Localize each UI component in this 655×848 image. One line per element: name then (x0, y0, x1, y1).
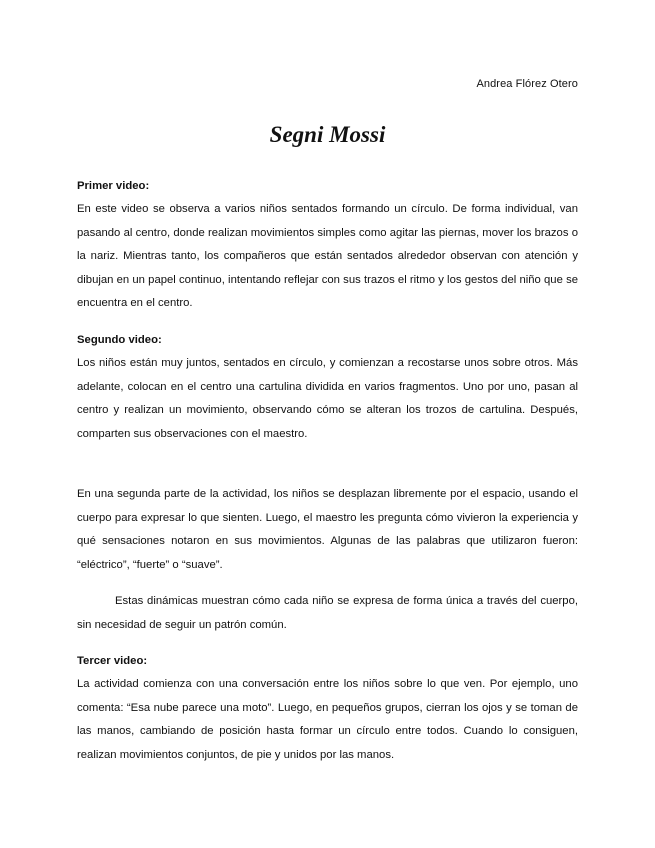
section-body-segundo-part2: En una segunda parte de la actividad, los niños se desplazan libremente por el espacio, usando el cuerpo para expresar lo que sienten. Luego, el maestro les pregunta cómo vivieron la experiencia y qué sensaciones notaron en sus movimientos. Algunas de las palabras que utilizaron fueron: “eléctrico”, “fuerte” o “suave”. (77, 488, 578, 571)
section-tercer-video (77, 650, 578, 767)
document-title: Segni Mossi (269, 122, 386, 147)
section-body-segundo-conclusion: Estas dinámicas muestran cómo cada niño se expresa de forma única a través del cuerpo, sin necesidad de seguir un patrón común. (77, 595, 578, 631)
section-primer-video (77, 175, 578, 316)
section-segundo-part2 (77, 483, 578, 577)
section-body-primer: En este video se observa a varios niños sentados formando un círculo. De forma individual, van pasando al centro, donde realizan movimientos simples como agitar las piernas, mover los brazos o la nariz. Mientras tanto, los compañeros que están sentados alrededor observan con atención y dibujan en un papel continuo, intentando reflejar con sus trazos el ritmo y los gestos del niño que se encuentra en el centro. (77, 203, 578, 310)
section-heading-primer: Primer video: (77, 180, 150, 192)
section-segundo-conclusion (77, 590, 578, 637)
section-body-tercer: La actividad comienza con una conversación entre los niños sobre lo que ven. Por ejemplo, uno comenta: “Esa nube parece una moto”. Luego, en pequeños grupos, cierran los ojos y se toman de las manos, cambiando de posición hasta formar un círculo entre todos. Cuando lo consiguen, realizan movimientos conjuntos, de pie y unidos por las manos. (77, 678, 578, 761)
section-segundo-video (77, 329, 578, 446)
section-heading-tercer: Tercer video: (77, 655, 148, 667)
author-name: Andrea Flórez Otero (476, 78, 578, 90)
section-body-segundo: Los niños están muy juntos, sentados en círculo, y comienzan a recostarse unos sobre otros. Más adelante, colocan en el centro una cartulina dividida en varios fragmentos. Uno por uno, pasan al centro y realizan un movimiento, observando cómo se alteran los trozos de cartulina. Después, comparten sus observaciones con el maestro. (77, 357, 578, 440)
section-heading-segundo: Segundo video: (77, 334, 162, 346)
